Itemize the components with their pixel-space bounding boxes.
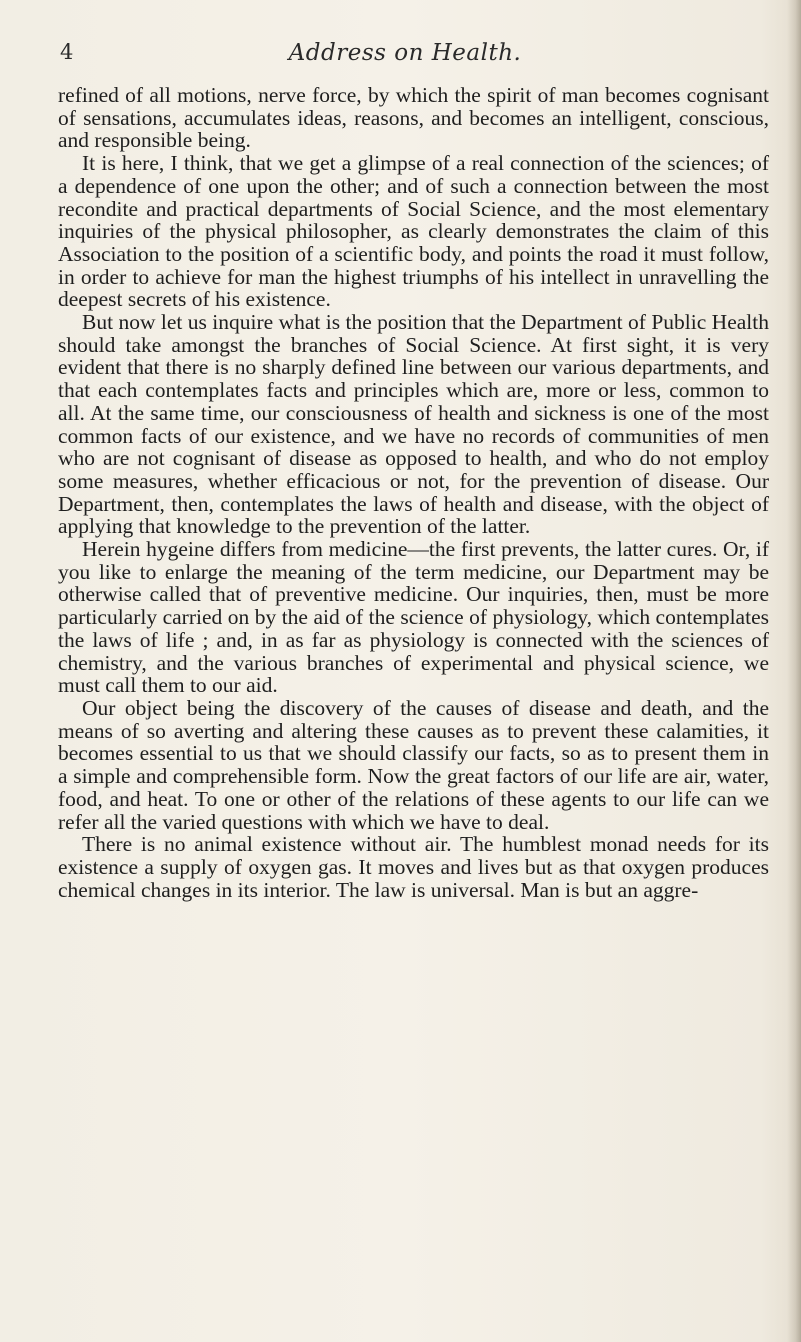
page-number: 4: [60, 40, 74, 64]
paragraph: It is here, I think, that we get a glimpse of a real connection of the sciences; of a dependence of one upon the other; and of such a connection between the most recondite and practical departments of Social Science, and the most elementary inquiries of the physical philosopher, as clearly demonstrates the claim of this Association to the position of a scientific body, and points the road it must follow, in order to achieve for man the highest triumphs of his intellect in unravelling the deepest secrets of his existence.: [58, 151, 769, 312]
paragraph: There is no animal existence without air. The humblest monad needs for its existence a supply of oxygen gas. It moves and lives but as that oxygen produces chemical changes in its interior. The law is universal. Man is but an aggre-: [58, 832, 769, 902]
page-header: [60, 40, 750, 70]
running-title: Address on Health.: [288, 40, 522, 66]
body-text: [58, 84, 769, 901]
paragraph: refined of all motions, nerve force, by which the spirit of man becomes cognisant of sensations, accumulates ideas, reasons, and becomes an intelligent, conscious, and responsible being.: [58, 83, 769, 153]
paragraph: But now let us inquire what is the position that the Department of Public Health should take amongst the branches of Social Science. At first sight, it is very evident that there is no sharply defined line between our various departments, and that each contemplates facts and principles which are, more or less, common to all. At the same time, our consciousness of health and sickness is one of the most common facts of our existence, and we have no records of communities of men who are not cognisant of disease as opposed to health, and who do not employ some measures, whether efficacious or not, for the prevention of disease. Our Department, then, contemplates the laws of health and disease, with the object of applying that knowledge to the prevention of the latter.: [58, 310, 769, 539]
paragraph: Herein hygeine differs from medicine—the first prevents, the latter cures. Or, if you like to enlarge the meaning of the term medicine, our Department may be otherwise called that of preventive medicine. Our inquiries, then, must be more particularly carried on by the aid of the science of physiology, which contemplates the laws of life ; and, in as far as physiology is connected with the sciences of chemistry, and the various branches of experimental and physical science, we must call them to our aid.: [58, 537, 769, 698]
paragraph: Our object being the discovery of the causes of disease and death, and the means of so averting and altering these causes as to prevent these calamities, it becomes essential to us that we should classify our facts, so as to present them in a simple and comprehensible form. Now the great factors of our life are air, water, food, and heat. To one or other of the relations of these agents to our life can we refer all the varied questions with which we have to deal.: [58, 695, 769, 834]
page-edge-shadow: [787, 0, 801, 1342]
